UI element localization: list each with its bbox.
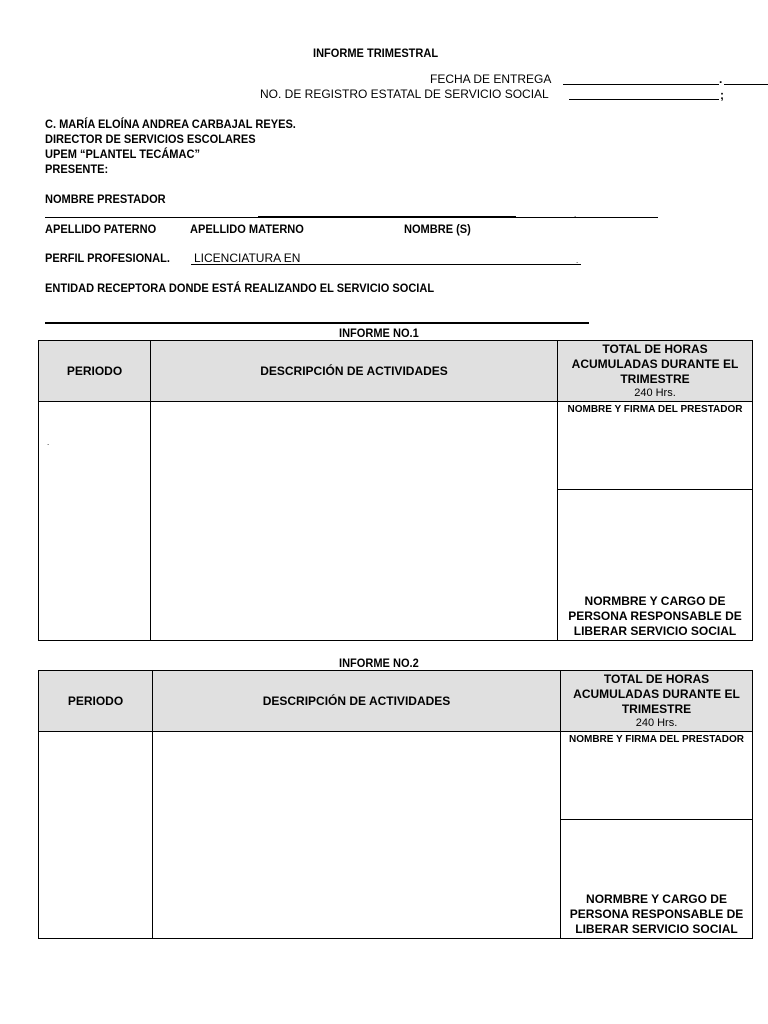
responsable-cell[interactable]: NORMBRE Y CARGO DE PERSONA RESPONSABLE DE LIBERAR SERVICIO SOCIAL <box>561 820 753 939</box>
descripcion-header: DESCRIPCIÓN DE ACTIVIDADES <box>153 671 561 732</box>
periodo-header: PERIODO <box>39 341 151 402</box>
document-title: INFORME TRIMESTRAL <box>313 46 439 60</box>
fecha-entrega-extra-line <box>724 84 768 85</box>
fecha-entrega-label: FECHA DE ENTREGA <box>430 72 552 86</box>
fecha-entrega-dot: . <box>719 72 723 86</box>
apellido-paterno-label: APELLIDO PATERNO <box>45 222 157 236</box>
periodo-cell[interactable]: . <box>39 402 151 641</box>
nombres-label: NOMBRE (S) <box>404 222 471 236</box>
informe-2-title: INFORME NO.2 <box>339 656 419 670</box>
firma-prestador-cell[interactable]: NOMBRE Y FIRMA DEL PRESTADOR <box>561 732 753 820</box>
addressee-name: C. MARÍA ELOÍNA ANDREA CARBAJAL REYES. <box>45 117 296 131</box>
addressee-position: DIRECTOR DE SERVICIOS ESCOLARES <box>45 132 256 146</box>
nombre-prestador-label: NOMBRE PRESTADOR <box>45 192 166 206</box>
addressee-institution: UPEM “PLANTEL TECÁMAC” <box>45 147 200 161</box>
perfil-profesional-label: PERFIL PROFESIONAL. <box>45 251 170 265</box>
descripcion-cell[interactable] <box>153 732 561 939</box>
fecha-entrega-line[interactable] <box>563 84 719 85</box>
total-horas-value: 240 Hrs. <box>634 387 676 399</box>
entidad-receptora-label: ENTIDAD RECEPTORA DONDE ESTÁ REALIZANDO EL SERVICIO SOCIAL <box>45 281 435 295</box>
registro-line[interactable] <box>569 99 719 100</box>
informe-1-title: INFORME NO.1 <box>339 326 419 340</box>
firma-prestador-cell[interactable]: NOMBRE Y FIRMA DEL PRESTADOR <box>558 402 753 490</box>
periodo-cell[interactable] <box>39 732 153 939</box>
descripcion-header: DESCRIPCIÓN DE ACTIVIDADES <box>151 341 558 402</box>
total-horas-header <box>558 341 753 402</box>
informe-1-table <box>38 340 753 641</box>
entidad-receptora-line[interactable] <box>45 322 589 324</box>
total-horas-title: TOTAL DE HORAS ACUMULADAS DURANTE EL TRIMESTRE <box>571 342 739 386</box>
total-horas-title: TOTAL DE HORAS ACUMULADAS DURANTE EL TRIMESTRE <box>573 672 740 716</box>
periodo-header: PERIODO <box>39 671 153 732</box>
informe-2-table <box>38 670 753 939</box>
perfil-profesional-line[interactable] <box>191 264 581 265</box>
nombre-prestador-dot: . <box>574 210 577 219</box>
registro-label: NO. DE REGISTRO ESTATAL DE SERVICIO SOCIAL <box>260 87 549 101</box>
total-horas-header <box>561 671 753 732</box>
nombre-prestador-underline-bold <box>258 216 516 218</box>
perfil-profesional-value: LICENCIATURA EN <box>194 251 301 265</box>
perfil-dot: . <box>576 256 579 265</box>
addressee-presente: PRESENTE: <box>45 162 109 176</box>
descripcion-cell[interactable] <box>151 402 558 641</box>
responsable-cell[interactable]: NORMBRE Y CARGO DE PERSONA RESPONSABLE DE LIBERAR SERVICIO SOCIAL <box>558 490 753 641</box>
total-horas-value: 240 Hrs. <box>635 717 678 729</box>
registro-semicolon: ; <box>720 88 724 102</box>
apellido-materno-label: APELLIDO MATERNO <box>190 222 304 236</box>
